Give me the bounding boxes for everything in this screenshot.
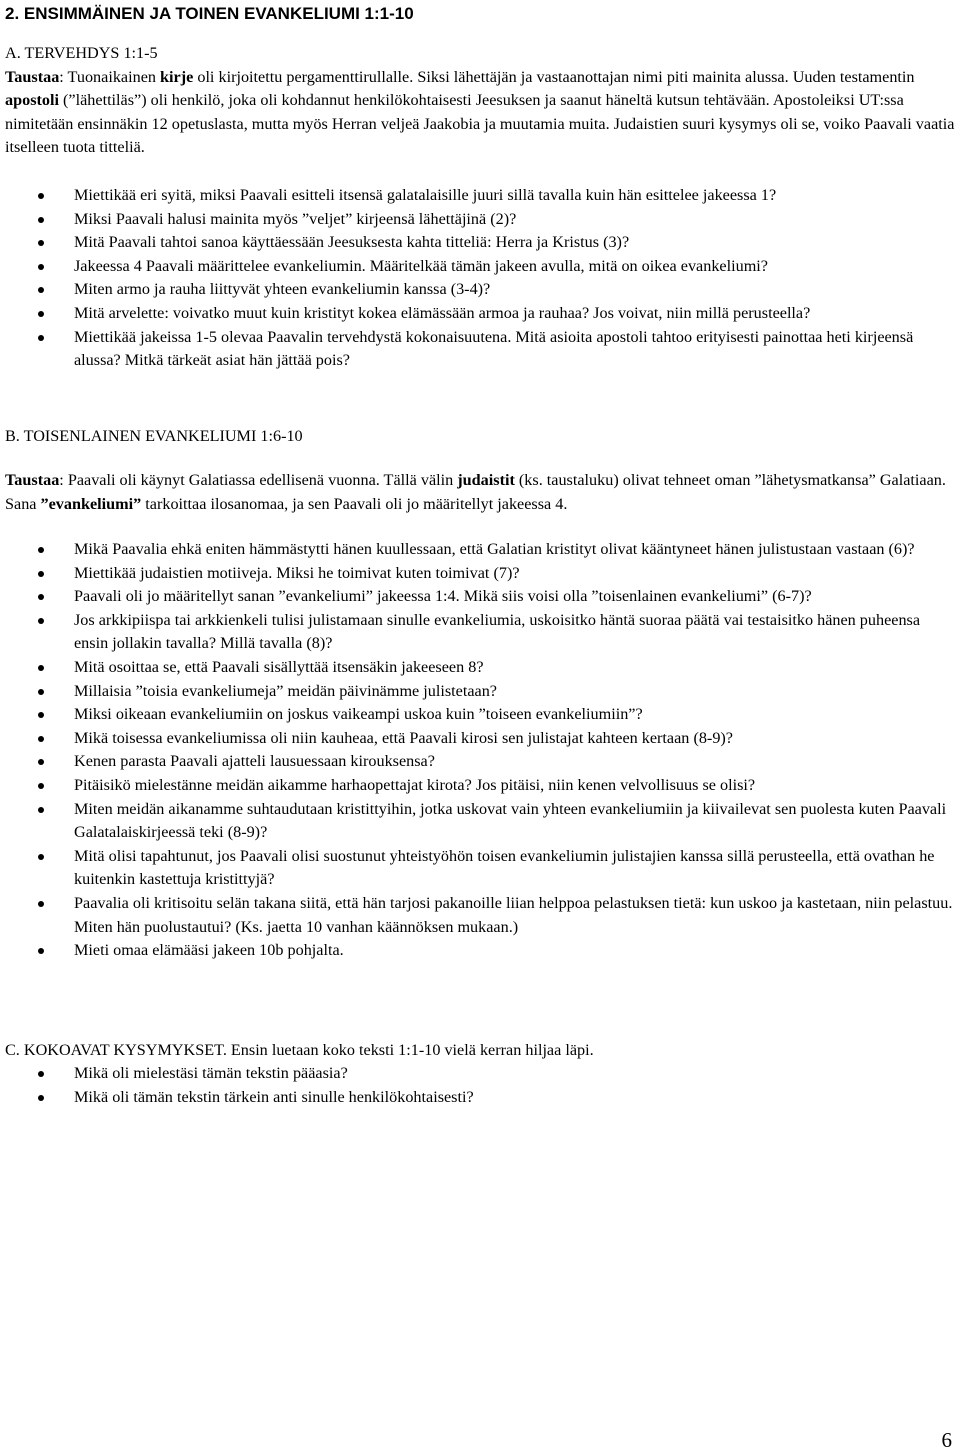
page-number: 6 xyxy=(941,1428,952,1452)
question-item: Miksi oikeaan evankeliumiin on joskus vaikeampi uskoa kuin ”toiseen evankeliumiin”? xyxy=(0,703,960,727)
question-item: Jos arkkipiispa tai arkkienkeli tulisi julistamaan sinulle evankeliumia, uskoisitko häntä suoraa päätä vai testaisitko hänen puheensa ensin jollakin tavalla? Millä tavalla (8)? xyxy=(0,609,960,656)
section-c-questions xyxy=(0,1062,960,1109)
term-judaistit: judaistit xyxy=(457,471,515,489)
page-title: 2. ENSIMMÄINEN JA TOINEN EVANKELIUMI 1:1-10 xyxy=(5,4,414,23)
question-item: Mikä oli tämän tekstin tärkein anti sinulle henkilökohtaisesti? xyxy=(0,1086,960,1110)
question-item: Jakeessa 4 Paavali määrittelee evankeliumin. Määritelkää tämän jakeen avulla, mitä on oikea evankeliumi? xyxy=(0,255,960,279)
question-item: Mikä oli mielestäsi tämän tekstin pääasia? xyxy=(0,1062,960,1086)
taustaa-label: Taustaa xyxy=(5,471,60,489)
section-b-background: Taustaa: Paavali oli käynyt Galatiassa edellisenä vuonna. Tällä välin judaistit (ks. taustaluku) olivat tehneet oman ”lähetysmatkansa” Galatiaan. Sana ”evankeliumi” tarkoittaa ilosanomaa, ja sen Paavali oli jo määritellyt jakeessa 4. xyxy=(5,471,946,513)
question-item: Mitä arvelette: voivatko muut kuin kristityt kokea elämässään armoa ja rauhaa? Jos voivat, niin millä perusteella? xyxy=(0,302,960,326)
section-a-background: Taustaa: Tuonaikainen kirje oli kirjoitettu pergamenttirullalle. Siksi lähettäjän ja vastaanottajan nimi piti mainita alussa. Uuden testamentin apostoli (”lähettiläs”) oli henkilö, joka oli kohdannut henkilökohtaisesti Jeesuksen ja saanut häneltä kutsun tehtävään. Apostoleiksi UT:ssa nimitetään ensinnäkin 12 opetuslasta, mutta myös Herran veljeä Jaakobia ja muutamia muita. Judaistien suuri kysymys oli se, voiko Paavali vaatia itselleen tuota titteliä. xyxy=(5,67,955,157)
question-item: Mitä olisi tapahtunut, jos Paavali olisi suostunut yhteistyöhön toisen evankeliumin julistajien kanssa sillä perusteella, että ovathan he kuitenkin kastettuja kristittyjä? xyxy=(0,845,960,892)
section-a-heading: A. TERVEHDYS 1:1-5 xyxy=(5,44,158,62)
question-item: Paavali oli jo määritellyt sanan ”evankeliumi” jakeessa 1:4. Mikä siis voisi olla ”toisenlainen evankeliumi” (6-7)? xyxy=(0,585,960,609)
section-b-heading: B. TOISENLAINEN EVANKELIUMI 1:6-10 xyxy=(5,427,303,445)
question-item: Miksi Paavali halusi mainita myös ”veljet” kirjeensä lähettäjinä (2)? xyxy=(0,208,960,232)
question-item: Miten armo ja rauha liittyvät yhteen evankeliumin kanssa (3-4)? xyxy=(0,278,960,302)
question-item: Miettikää eri syitä, miksi Paavali esitteli itsensä galatalaisille juuri sillä tavalla kuin hän esittelee jakeessa 1? xyxy=(0,184,960,208)
question-item: Kenen parasta Paavali ajatteli lausuessaan kirouksensa? xyxy=(0,750,960,774)
term-kirje: kirje xyxy=(160,67,194,86)
section-a-questions xyxy=(0,184,960,373)
term-evankeliumi: ”evankeliumi” xyxy=(40,494,142,513)
section-c-heading-block xyxy=(5,1039,955,1063)
question-item: Mieti omaa elämääsi jakeen 10b pohjalta. xyxy=(0,939,960,963)
question-item: Paavalia oli kritisoitu selän takana siitä, että hän tarjosi pakanoille liian helppoa pelastuksen tietä: kun uskoo ja kastetaan, niin pelastuu. Miten hän puolustautui? (Ks. jaetta 10 vanhan käännöksen mukaan.) xyxy=(0,892,960,939)
question-item: Mikä toisessa evankeliumissa oli niin kauheaa, että Paavali kirosi sen julistajat kahteen kertaan (8-9)? xyxy=(0,727,960,751)
section-b-heading-block xyxy=(5,425,955,449)
term-apostoli: apostoli xyxy=(5,91,59,110)
question-item: Miettikää judaistien motiiveja. Miksi he toimivat kuten toimivat (7)? xyxy=(0,562,960,586)
question-item: Mitä Paavali tahtoi sanoa käyttäessään Jeesuksesta kahta titteliä: Herra ja Kristus (3)? xyxy=(0,231,960,255)
section-a xyxy=(5,42,955,160)
question-item: Mitä osoittaa se, että Paavali sisällyttää itsensäkin jakeeseen 8? xyxy=(0,656,960,680)
question-item: Millaisia ”toisia evankeliumeja” meidän päivinämme julistetaan? xyxy=(0,680,960,704)
question-item: Miten meidän aikanamme suhtaudutaan kristittyihin, jotka uskovat vain yhteen evankeliumiin ja kiivailevat sen puolesta kuten Paavali Galatalaiskirjeessä teki (8-9)? xyxy=(0,798,960,845)
question-item: Miettikää jakeissa 1-5 olevaa Paavalin tervehdystä kokonaisuutena. Mitä asioita apostoli tahtoo erityisesti painottaa heti kirjeensä alussa? Mitkä tärkeät asiat hän jättää pois? xyxy=(0,326,960,373)
section-c-heading: C. KOKOAVAT KYSYMYKSET. Ensin luetaan koko teksti 1:1-10 vielä kerran hiljaa läpi. xyxy=(5,1041,594,1059)
taustaa-label: Taustaa xyxy=(5,67,60,86)
question-item: Pitäisikö mielestänne meidän aikamme harhaopettajat kirota? Jos pitäisi, niin kenen velvollisuus se olisi? xyxy=(0,774,960,798)
question-item: Mikä Paavalia ehkä eniten hämmästytti hänen kuullessaan, että Galatian kristityt olivat kääntyneet hänen julistustaan vastaan (6)? xyxy=(0,538,960,562)
section-b-questions xyxy=(0,538,960,963)
